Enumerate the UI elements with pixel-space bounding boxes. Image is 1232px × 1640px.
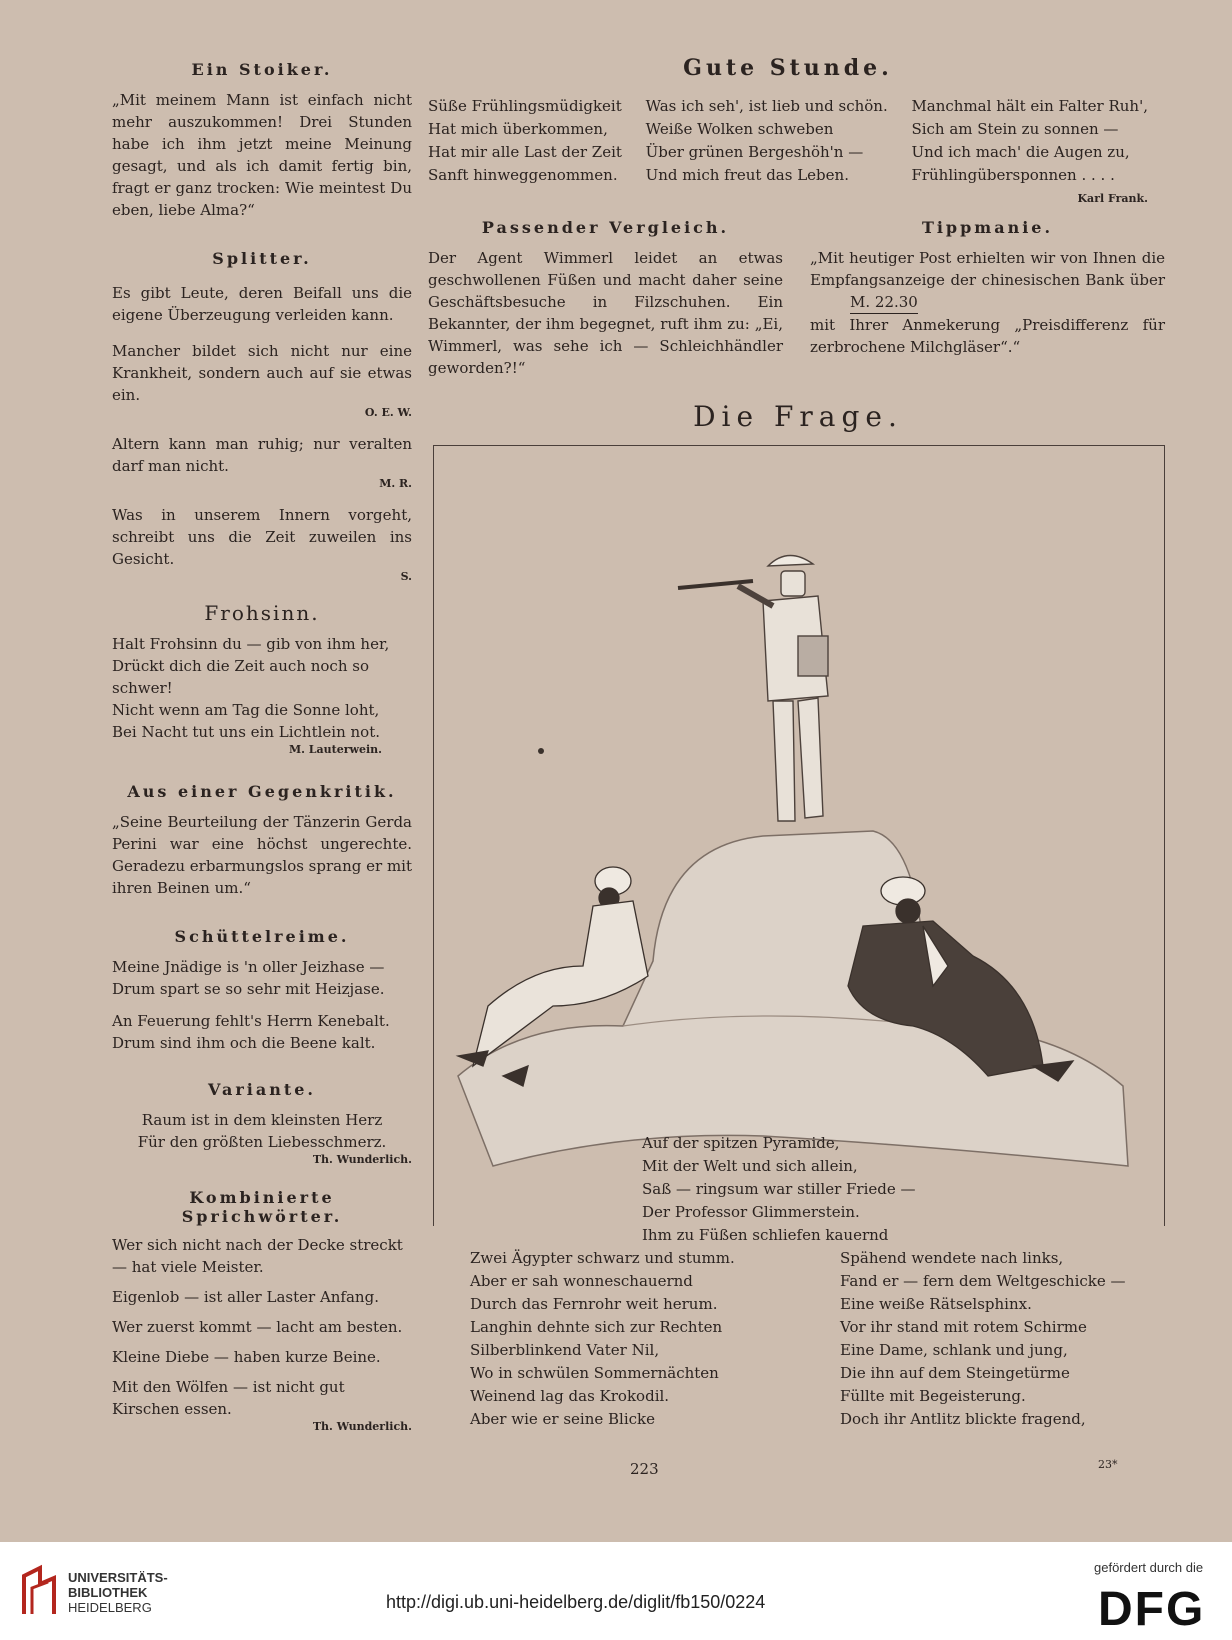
passender-vergleich	[428, 218, 783, 379]
funded-by-label: gefördert durch die	[1094, 1560, 1204, 1575]
sprich-title: Kombinierte Sprichwörter.	[181, 1188, 343, 1226]
poem-line: Saß — ringsum war stiller Friede —	[642, 1180, 916, 1198]
poem-col-2	[840, 1247, 1170, 1431]
splitter-title: Splitter.	[212, 249, 312, 268]
variante-title: Variante.	[208, 1080, 316, 1099]
tipp-amount: M. 22.30	[850, 291, 918, 314]
gegenkritik-text: „Seine Beurteilung der Tänzerin Gerda Perini war eine höchst ungerechte. Geradezu erbarmungslos sprang er mit ihren Beinen um.“	[112, 813, 412, 897]
gegenkritik-title: Aus einer Gegenkritik.	[127, 782, 397, 801]
sprich-2: Eigenlob — ist aller Laster Anfang.	[112, 1288, 379, 1306]
gute-line: Sich am Stein zu sonnen —	[911, 120, 1119, 138]
logo-line-2: BIBLIOTHEK	[68, 1585, 148, 1600]
gute-line: Sanft hinweggenommen.	[428, 166, 618, 184]
poem-line: Auf der spitzen Pyramide,	[642, 1134, 840, 1152]
dfg-logo[interactable]: DFG	[1098, 1583, 1206, 1636]
poem-line: Die ihn auf dem Steingetürme	[840, 1364, 1070, 1382]
splitter-1: Es gibt Leute, deren Beifall uns die eigene Überzeugung verleiden kann.	[112, 284, 412, 324]
stoiker-text: „Mit meinem Mann ist einfach nicht mehr auszukommen! Drei Stunden habe ich ihm jetzt meine Meinung gesagt, und als ich damit fertig bin, fragt er ganz trocken: Wie meintest Du eben, liebe Alma?“	[112, 91, 412, 219]
gute-line: Frühlingübersponnen . . . .	[911, 166, 1115, 184]
splitter-3: Altern kann man ruhig; nur veralten darf man nicht.	[112, 435, 412, 475]
page-number: 223	[630, 1460, 659, 1478]
variante-line-1: Raum ist in dem kleinsten Herz	[141, 1111, 383, 1129]
logo-line-1: UNIVERSITÄTS-	[68, 1570, 168, 1585]
logo-line-3: HEIDELBERG	[68, 1600, 152, 1615]
gute-line: Über grünen Bergeshöh'n —	[645, 143, 864, 161]
poem-line: Mit der Welt und sich allein,	[642, 1157, 858, 1175]
gute-col-1	[428, 95, 622, 210]
frohsinn-line-3: Nicht wenn am Tag die Sonne loht,	[112, 701, 380, 719]
poem-line: Eine Dame, schlank und jung,	[840, 1341, 1068, 1359]
poem-line: Vor ihr stand mit rotem Schirme	[840, 1318, 1087, 1336]
splitter-3-sig: M. R.	[379, 477, 412, 490]
poem-line: Eine weiße Rätselsphinx.	[840, 1295, 1032, 1313]
poem-line: Zwei Ägypter schwarz und stumm.	[470, 1249, 735, 1267]
poem-line: Durch das Fernrohr weit herum.	[470, 1295, 718, 1313]
gute-title: Gute Stunde.	[683, 55, 893, 81]
poem-line: Weinend lag das Krokodil.	[470, 1387, 670, 1405]
poem-line: Ihm zu Füßen schliefen kauernd	[642, 1226, 889, 1244]
gute-line: Weiße Wolken schweben	[645, 120, 834, 138]
poem-line: Spähend wendete nach links,	[840, 1249, 1064, 1267]
frage-title: Die Frage.	[693, 400, 903, 433]
poem-line: Der Professor Glimmerstein.	[642, 1203, 860, 1221]
poem-line: Silberblinkend Vater Nil,	[470, 1341, 660, 1359]
passend-title: Passender Vergleich.	[481, 218, 730, 237]
frohsinn-line-4: Bei Nacht tut uns ein Lichtlein not.	[112, 723, 381, 741]
gute-line: Hat mich überkommen,	[428, 120, 608, 138]
sprich-sig: Th. Wunderlich.	[312, 1420, 412, 1433]
gute-col-2	[646, 95, 888, 210]
tippmanie	[810, 218, 1165, 358]
sprich-5: Mit den Wölfen — ist nicht gut Kirschen essen.	[112, 1378, 345, 1418]
sprich-4: Kleine Diebe — haben kurze Beine.	[112, 1348, 381, 1366]
digital-url-link[interactable]: http://digi.ub.uni-heidelberg.de/diglit/fb150/0224	[386, 1592, 766, 1612]
poem-line: Fand er — fern dem Weltgeschicke —	[840, 1272, 1126, 1290]
frohsinn-line-2: Drückt dich die Zeit auch noch so schwer!	[112, 657, 369, 697]
gute-col-3	[911, 95, 1148, 210]
gute-line: Was ich seh', ist lieb und schön.	[645, 97, 888, 115]
footer-bar	[0, 1542, 1232, 1640]
sprich-3: Wer zuerst kommt — lacht am besten.	[112, 1318, 403, 1336]
frohsinn-sig: M. Lauterwein.	[288, 743, 382, 756]
variante-line-2: Für den größten Liebesschmerz.	[137, 1133, 387, 1151]
sprich-1: Wer sich nicht nach der Decke streckt — hat viele Meister.	[112, 1236, 403, 1276]
variante-sig: Th. Wunderlich.	[312, 1153, 412, 1166]
gute-line: Süße Frühlingsmüdigkeit	[428, 97, 622, 115]
stoiker-title: Ein Stoiker.	[191, 60, 333, 79]
passend-text: Der Agent Wimmerl leidet an etwas geschwollenen Füßen und macht daher seine Geschäftsbesuche in Filzschuhen. Ein Bekannter, der ihm begegnet, ruft ihm zu: „Ei, Wimmerl, was sehe ich — Schleichhändler geworden?!“	[428, 249, 783, 377]
gute-sig: Karl Frank.	[1077, 192, 1148, 205]
poem-line: Füllte mit Begeisterung.	[840, 1387, 1026, 1405]
gute-line: Hat mir alle Last der Zeit	[428, 143, 622, 161]
poem-line: Doch ihr Antlitz blickte fragend,	[840, 1410, 1086, 1428]
tipp-text-2: mit Ihrer Anmekerung „Preisdifferenz für zerbrochene Milchgläser“.“	[810, 316, 1165, 356]
frage-poem	[470, 1132, 1170, 1431]
poem-line: Wo in schwülen Sommernächten	[470, 1364, 719, 1382]
poem-line: Langhin dehnte sich zur Rechten	[470, 1318, 723, 1336]
splitter-2-sig: O. E. W.	[364, 406, 412, 419]
poem-line: Aber er sah wonneschauernd	[470, 1272, 693, 1290]
poem-line: Aber wie er seine Blicke	[470, 1410, 656, 1428]
poem-intro	[642, 1132, 1170, 1247]
left-column	[112, 60, 412, 1433]
tipp-title: Tippmanie.	[921, 218, 1054, 237]
gute-stunde	[428, 55, 1148, 210]
splitter-4-sig: S.	[400, 570, 412, 583]
poem-col-1	[470, 1247, 800, 1431]
gute-line: Und mich freut das Leben.	[645, 166, 849, 184]
frohsinn-line-1: Halt Frohsinn du — gib von ihm her,	[112, 635, 390, 653]
gute-line: Manchmal hält ein Falter Ruh',	[911, 97, 1148, 115]
university-logo-icon[interactable]	[20, 1564, 60, 1620]
schuettel-2: An Feuerung fehlt's Herrn Kenebalt. Drum sind ihm och die Beene kalt.	[112, 1012, 390, 1052]
splitter-4: Was in unserem Innern vorgeht, schreibt uns die Zeit zuweilen ins Gesicht.	[112, 506, 412, 568]
schuettel-1: Meine Jnädige is 'n oller Jeizhase — Drum spart se so sehr mit Heizjase.	[112, 958, 385, 998]
schuettel-title: Schüttelreime.	[174, 927, 350, 946]
university-logo-text[interactable]	[68, 1570, 168, 1615]
gute-line: Und ich mach' die Augen zu,	[911, 143, 1130, 161]
signature-mark: 23*	[1098, 1458, 1118, 1471]
frohsinn-title: Frohsinn.	[204, 601, 320, 625]
tipp-text-1: „Mit heutiger Post erhielten wir von Ihnen die Empfangsanzeige der chinesischen Bank über	[810, 249, 1165, 289]
pyramid-illustration	[433, 446, 1163, 1226]
splitter-2: Mancher bildet sich nicht nur eine Krankheit, sondern auch auf sie etwas ein.	[112, 342, 412, 404]
